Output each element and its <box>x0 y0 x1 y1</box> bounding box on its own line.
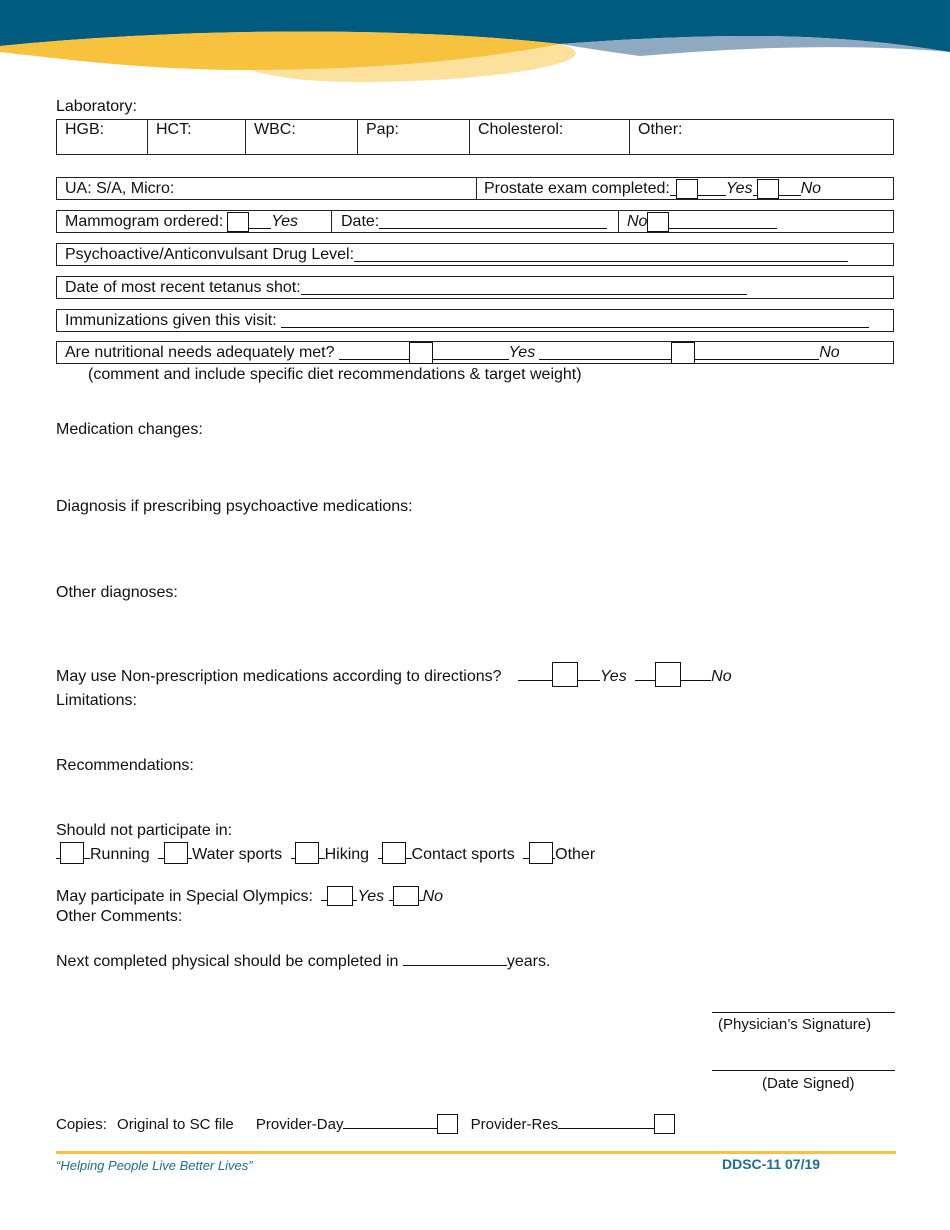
prostate-no-checkbox[interactable] <box>757 179 779 199</box>
nutrition-no-checkbox[interactable] <box>671 342 695 364</box>
lab-cell-other[interactable]: Other: <box>638 121 683 138</box>
form-code: DDSC-11 07/19 <box>722 1156 821 1172</box>
special-olympics-yes-checkbox[interactable] <box>327 886 353 906</box>
nonprescription-row <box>56 662 732 687</box>
header-banner <box>0 0 950 90</box>
laboratory-table <box>56 119 894 155</box>
prostate-yes-checkbox[interactable] <box>676 179 698 199</box>
lab-cell-hgb[interactable]: HGB: <box>57 120 148 154</box>
provider-day-label: Provider-Day <box>255 1116 344 1133</box>
mammogram-yes-label: Yes <box>271 212 298 230</box>
immunizations-row <box>56 309 894 332</box>
other-diagnoses-label: Other diagnoses: <box>56 584 178 601</box>
special-olympics-no-label: No <box>422 888 444 905</box>
physician-signature-caption: (Physician’s Signature) <box>718 1016 872 1033</box>
drug-level-row <box>56 243 894 266</box>
mammogram-date-field[interactable] <box>341 211 607 232</box>
diagnosis-psychoactive-label: Diagnosis if prescribing psychoactive medications: <box>56 498 413 515</box>
water-sports-label: Water sports <box>192 846 283 863</box>
next-physical-suffix: years. <box>506 953 551 970</box>
date-signed-line[interactable] <box>712 1070 895 1071</box>
copies-label: Copies: <box>56 1116 107 1133</box>
laboratory-label: Laboratory: <box>56 98 137 115</box>
lab-cell-pap[interactable]: Pap: <box>358 120 470 154</box>
provider-res-checkbox[interactable] <box>654 1114 675 1134</box>
nutrition-field <box>65 342 840 363</box>
other-activity-checkbox[interactable] <box>529 842 553 864</box>
contact-sports-checkbox[interactable] <box>382 842 406 864</box>
mammogram-date-label: Date: <box>341 212 380 230</box>
immunizations-field[interactable] <box>65 310 869 331</box>
other-comments-label: Other Comments: <box>56 908 183 925</box>
next-physical-years-input[interactable] <box>403 951 507 966</box>
nonprescription-label: May use Non-prescription medications according to directions? <box>56 668 502 685</box>
hiking-checkbox[interactable] <box>295 842 319 864</box>
nutrition-row <box>56 341 894 364</box>
tetanus-row <box>56 276 894 299</box>
nonprescription-no-checkbox[interactable] <box>655 662 681 687</box>
nutrition-yes-label: Yes <box>508 343 536 361</box>
hiking-label: Hiking <box>324 846 370 863</box>
participation-label: Should not participate in: <box>56 822 233 839</box>
water-sports-checkbox[interactable] <box>164 842 188 864</box>
mammogram-row <box>56 210 894 233</box>
copies-original: Original to SC file <box>117 1116 234 1133</box>
other-activity-label: Other <box>555 846 596 863</box>
nonprescription-yes-label: Yes <box>600 668 627 685</box>
limitations-label: Limitations: <box>56 692 137 709</box>
prostate-label: Prostate exam completed: <box>484 179 670 197</box>
nutrition-comment: (comment and include specific diet recommendations & target weight) <box>88 366 582 383</box>
nonprescription-no-label: No <box>711 668 732 685</box>
tetanus-label: Date of most recent tetanus shot: <box>65 278 301 296</box>
mammogram-no-checkbox[interactable] <box>647 212 669 232</box>
participation-options <box>56 842 595 864</box>
prostate-no-label: No <box>800 179 822 197</box>
lab-cell-hct[interactable]: HCT: <box>148 120 246 154</box>
ua-label: UA: S/A, Micro: <box>65 179 175 197</box>
special-olympics-no-checkbox[interactable] <box>393 886 419 906</box>
physician-signature-line[interactable] <box>712 1012 895 1013</box>
mammogram-label: Mammogram ordered: <box>65 212 224 230</box>
nutrition-yes-checkbox[interactable] <box>409 342 433 364</box>
mammogram-no-field <box>627 211 777 232</box>
ua-field[interactable] <box>65 178 174 199</box>
copies-row <box>56 1114 675 1134</box>
special-olympics-label: May participate in Special Olympics: <box>56 888 313 905</box>
prostate-yes-label: Yes <box>725 179 753 197</box>
next-physical-prefix: Next completed physical should be completed in <box>56 953 399 970</box>
date-signed-caption: (Date Signed) <box>762 1075 855 1092</box>
nonprescription-yes-checkbox[interactable] <box>552 662 578 687</box>
ua-prostate-row <box>56 177 894 200</box>
mammogram-no-label: No <box>627 212 648 230</box>
immunizations-label: Immunizations given this visit: <box>65 311 277 329</box>
footer-rule <box>56 1151 896 1154</box>
lab-cell-cholesterol[interactable]: Cholesterol: <box>470 120 630 154</box>
special-olympics-yes-label: Yes <box>357 888 385 905</box>
drug-level-field[interactable] <box>65 244 848 265</box>
tetanus-field[interactable] <box>65 277 747 298</box>
running-checkbox[interactable] <box>60 842 84 864</box>
mammogram-field <box>65 211 298 232</box>
provider-res-label: Provider-Res <box>470 1116 559 1133</box>
mammogram-yes-checkbox[interactable] <box>227 212 249 232</box>
next-physical-row <box>56 951 550 971</box>
running-label: Running <box>90 846 150 863</box>
provider-day-checkbox[interactable] <box>437 1114 458 1134</box>
lab-cell-wbc[interactable]: WBC: <box>246 120 358 154</box>
prostate-field <box>484 178 821 199</box>
nutrition-label: Are nutritional needs adequately met? <box>65 343 335 361</box>
recommendations-label: Recommendations: <box>56 757 194 774</box>
medication-changes-label: Medication changes: <box>56 421 203 438</box>
drug-level-label: Psychoactive/Anticonvulsant Drug Level: <box>65 245 355 263</box>
special-olympics-row <box>56 886 443 906</box>
nutrition-no-label: No <box>819 343 840 361</box>
footer-tagline: “Helping People Live Better Lives” <box>56 1158 253 1173</box>
contact-sports-label: Contact sports <box>411 846 515 863</box>
